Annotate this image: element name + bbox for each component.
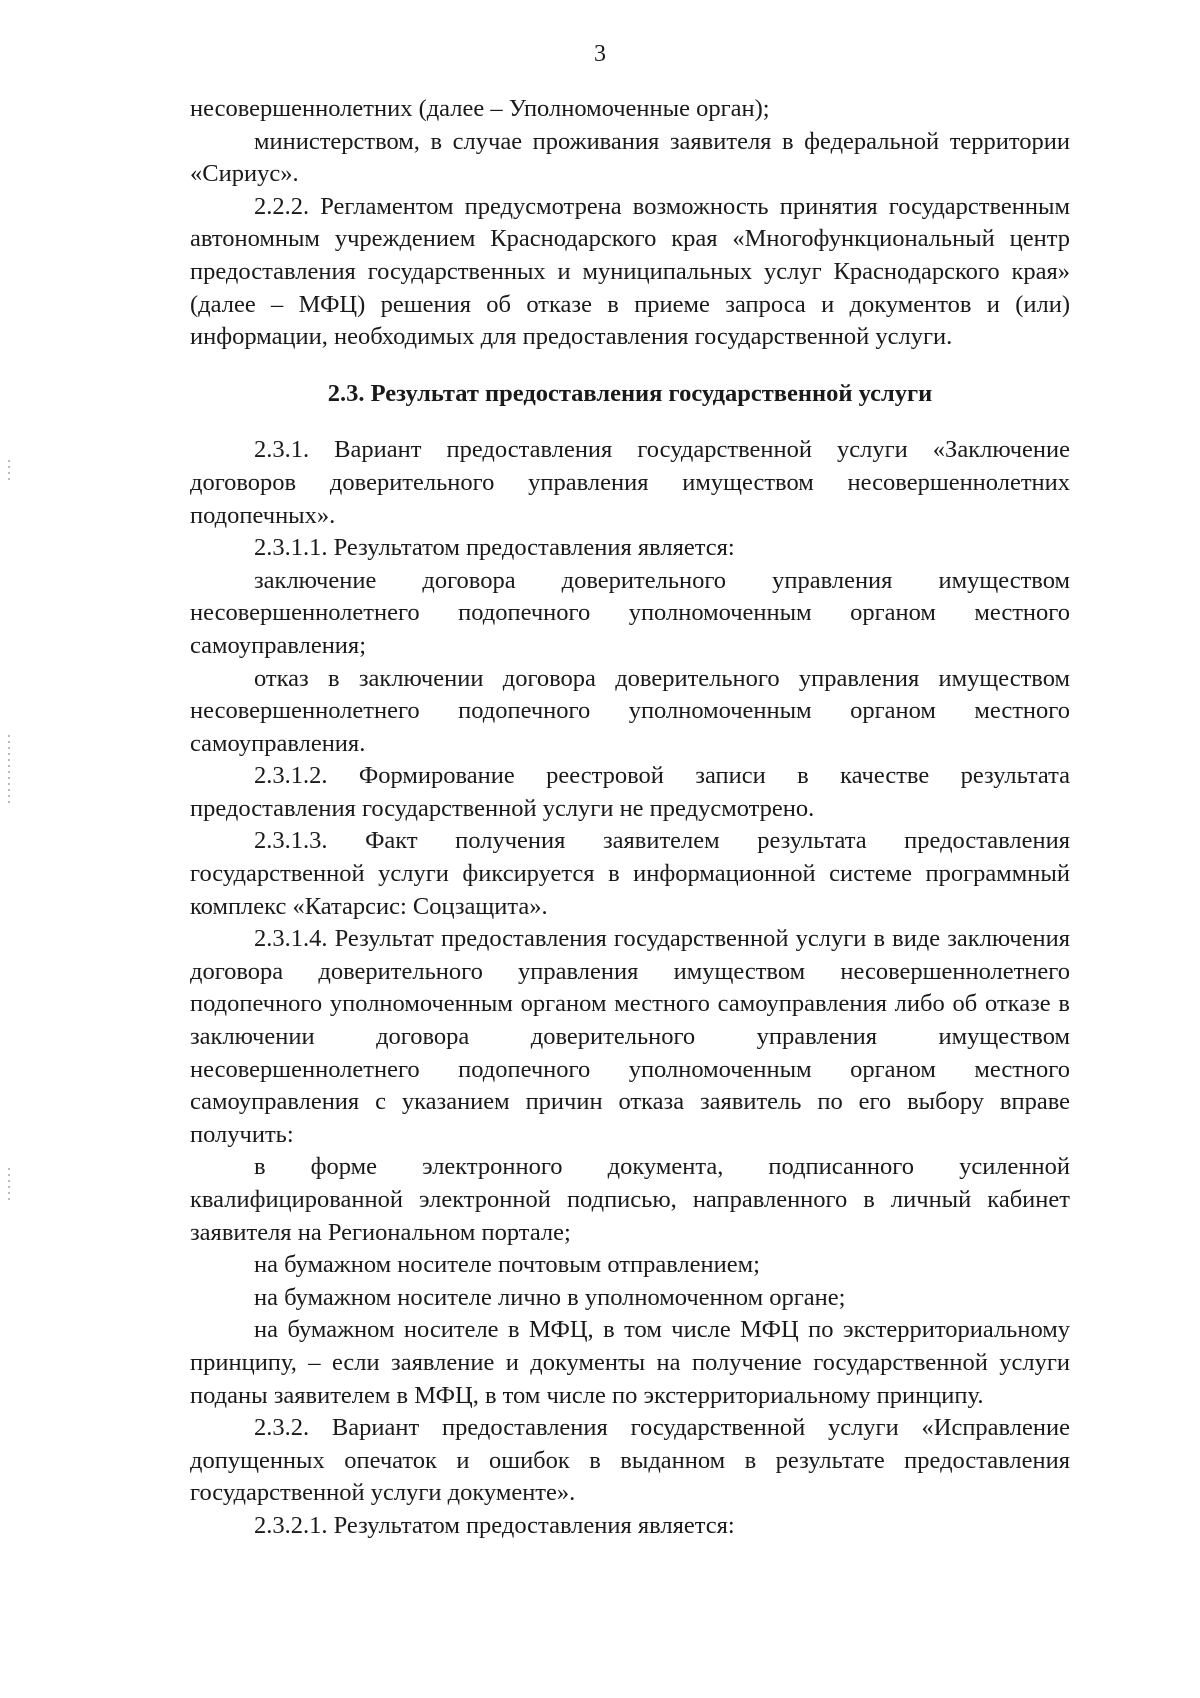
paragraph: несовершеннолетних (далее – Уполномоченные орган); — [190, 95, 770, 122]
paragraph: отказ в заключении договора доверительного управления имуществом несовершеннолетнего подопечного уполномоченным органом местного самоуправления. — [190, 664, 1070, 757]
paragraph: заключение договора доверительного управления имуществом несовершеннолетнего подопечного уполномоченным органом местного самоуправления; — [190, 566, 1070, 659]
paragraph: 2.2.2. Регламентом предусмотрена возможность принятия государственным автономным учреждением Краснодарского края «Многофункциональный центр предоставления государственных и муниципальных услуг Краснодарского края» (далее – МФЦ) решения об отказе в приеме запроса и документов и (или) информации, необходимых для предоставления государственной услуги. — [190, 192, 1070, 351]
scan-artifact — [8, 460, 10, 482]
paragraph: министерством, в случае проживания заявителя в федеральной территории «Сириус». — [190, 127, 1070, 188]
page-number: 3 — [594, 41, 606, 67]
paragraph: 2.3.1.3. Факт получения заявителем результата предоставления государственной услуги фиксируется в информационной системе программный комплекс «Катарсис: Соцзащита». — [190, 827, 1070, 920]
paragraph: на бумажном носителе в МФЦ, в том числе МФЦ по экстерриториальному принципу, – если заявление и документы на получение государственной услуги поданы заявителем в МФЦ, в том числе по экстерриториальному принципу. — [190, 1316, 1070, 1409]
paragraph: 2.3.2.1. Результатом предоставления является: — [254, 1511, 735, 1539]
paragraph: 2.3.1. Вариант предоставления государственной услуги «Заключение договоров доверительного управления имуществом несовершеннолетних подопечных». — [190, 436, 1070, 529]
paragraph: 2.3.1.2. Формирование реестровой записи в качестве результата предоставления государственной услуги не предусмотрено. — [190, 762, 1070, 822]
document-body — [190, 93, 1070, 1543]
paragraph: на бумажном носителе почтовым отправлением; — [254, 1251, 760, 1279]
paragraph: на бумажном носителе лично в уполномоченном органе; — [254, 1283, 846, 1311]
paragraph: в форме электронного документа, подписанного усиленной квалифицированной электронной подписью, направленного в личный кабинет заявителя на Региональном портале; — [190, 1153, 1070, 1246]
section-heading: 2.3. Результат предоставления государственной услуги — [327, 379, 933, 407]
paragraph: 2.3.1.1. Результатом предоставления является: — [254, 534, 735, 562]
scan-artifact — [8, 1168, 10, 1204]
paragraph: 2.3.1.4. Результат предоставления государственной услуги в виде заключения договора доверительного управления имуществом несовершеннолетнего подопечного уполномоченным органом местного самоуправления либо об отказе в заключении договора доверительного управления имуществом несовершеннолетнего подопечного уполномоченным органом местного самоуправления с указанием причин отказа заявитель по его выбору вправе получить: — [190, 925, 1070, 1148]
scan-artifact — [8, 735, 10, 805]
paragraph: 2.3.2. Вариант предоставления государственной услуги «Исправление допущенных опечаток и ошибок в выданном в результате предоставления государственной услуги документе». — [190, 1414, 1070, 1507]
